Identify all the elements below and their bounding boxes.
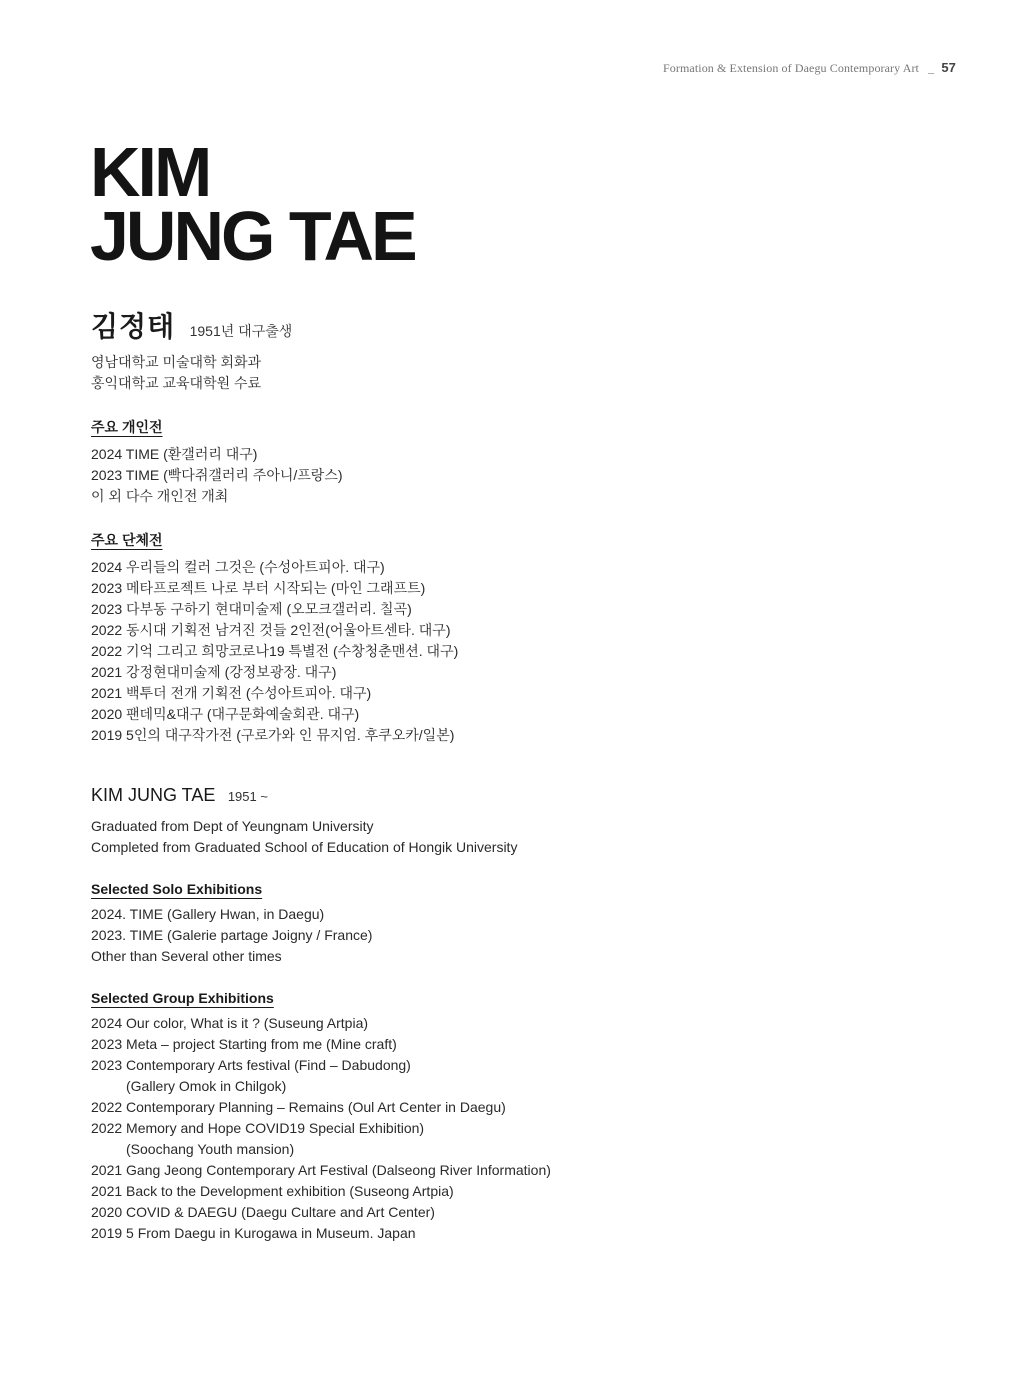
english-group-list bbox=[91, 1013, 551, 1244]
english-years: 1951 ~ bbox=[227, 789, 268, 804]
list-item: 2022 Memory and Hope COVID19 Special Exhibition) bbox=[91, 1120, 425, 1136]
header-separator: _ bbox=[928, 61, 935, 75]
list-item: Completed from Graduated School of Education of Hongik University bbox=[91, 839, 518, 855]
korean-birth: 1951년 대구출생 bbox=[189, 323, 293, 339]
english-solo-list bbox=[91, 904, 372, 967]
list-item-continuation: (Soochang Youth mansion) bbox=[126, 1141, 295, 1157]
list-item: 2022 동시대 기획전 남겨진 것들 2인전(어울아트센타. 대구) bbox=[91, 622, 451, 638]
list-item: 2020 COVID & DAEGU (Daegu Cultare and Art Center) bbox=[91, 1204, 435, 1220]
list-item-continuation: (Gallery Omok in Chilgok) bbox=[126, 1078, 287, 1094]
list-item: 2023 메타프로젝트 나로 부터 시작되는 (마인 그래프트) bbox=[91, 580, 426, 596]
title-line-1: KIM bbox=[90, 133, 210, 211]
list-item: 2023 Meta – project Starting from me (Mine craft) bbox=[91, 1036, 397, 1052]
english-solo-heading: Selected Solo Exhibitions bbox=[91, 881, 263, 897]
running-title: Formation & Extension of Daegu Contemporary Art bbox=[663, 61, 919, 75]
title-line-2: JUNG TAE bbox=[90, 197, 415, 275]
korean-solo-list bbox=[91, 444, 343, 507]
list-item: 2024. TIME (Gallery Hwan, in Daegu) bbox=[91, 906, 325, 922]
list-item: 영남대학교 미술대학 회화과 bbox=[91, 354, 262, 370]
list-item: 2021 강정현대미술제 (강정보광장. 대구) bbox=[91, 664, 337, 680]
list-item: 2019 5 From Daegu in Kurogawa in Museum. Japan bbox=[91, 1225, 416, 1241]
list-item: 2022 기억 그리고 희망코로나19 특별전 (수창청춘맨션. 대구) bbox=[91, 643, 459, 659]
list-item: 2023. TIME (Galerie partage Joigny / France) bbox=[91, 927, 373, 943]
list-item: Other than Several other times bbox=[91, 948, 282, 964]
list-item: 2021 백투더 전개 기획전 (수성아트피아. 대구) bbox=[91, 685, 372, 701]
list-item: 2021 Back to the Development exhibition (Suseong Artpia) bbox=[91, 1183, 454, 1199]
list-item: 이 외 다수 개인전 개최 bbox=[91, 488, 229, 504]
list-item: 2022 Contemporary Planning – Remains (Oul Art Center in Daegu) bbox=[91, 1099, 506, 1115]
list-item: 2023 다부동 구하기 현대미술제 (오모크갤러리. 칠곡) bbox=[91, 601, 412, 617]
list-item: 홍익대학교 교육대학원 수료 bbox=[91, 375, 262, 391]
running-header bbox=[663, 60, 956, 76]
korean-name-row bbox=[91, 305, 292, 345]
list-item: 2023 TIME (빡다쥐갤러리 주아니/프랑스) bbox=[91, 467, 343, 483]
list-item: 2024 Our color, What is it ? (Suseung Artpia) bbox=[91, 1015, 369, 1031]
korean-group-list bbox=[91, 557, 458, 746]
list-item: 2024 TIME (환갤러리 대구) bbox=[91, 446, 258, 462]
list-item: 2023 Contemporary Arts festival (Find – Dabudong) bbox=[91, 1057, 411, 1073]
english-name-row bbox=[91, 785, 268, 806]
page-title bbox=[90, 133, 415, 275]
english-name: KIM JUNG TAE bbox=[91, 785, 216, 805]
page-number: 57 bbox=[941, 60, 956, 75]
korean-solo-heading: 주요 개인전 bbox=[91, 419, 163, 435]
english-education bbox=[91, 816, 517, 858]
list-item: 2021 Gang Jeong Contemporary Art Festival (Dalseong River Information) bbox=[91, 1162, 551, 1178]
english-group-heading: Selected Group Exhibitions bbox=[91, 990, 274, 1006]
list-item: 2019 5인의 대구작가전 (구로가와 인 뮤지엄. 후쿠오카/일본) bbox=[91, 727, 455, 743]
korean-group-heading: 주요 단체전 bbox=[91, 532, 163, 548]
list-item: 2020 팬데믹&대구 (대구문화예술회관. 대구) bbox=[91, 706, 360, 722]
list-item: Graduated from Dept of Yeungnam University bbox=[91, 818, 374, 834]
korean-name: 김정태 bbox=[91, 311, 176, 342]
korean-education bbox=[91, 352, 261, 394]
list-item: 2024 우리들의 컬러 그것은 (수성아트피아. 대구) bbox=[91, 559, 385, 575]
